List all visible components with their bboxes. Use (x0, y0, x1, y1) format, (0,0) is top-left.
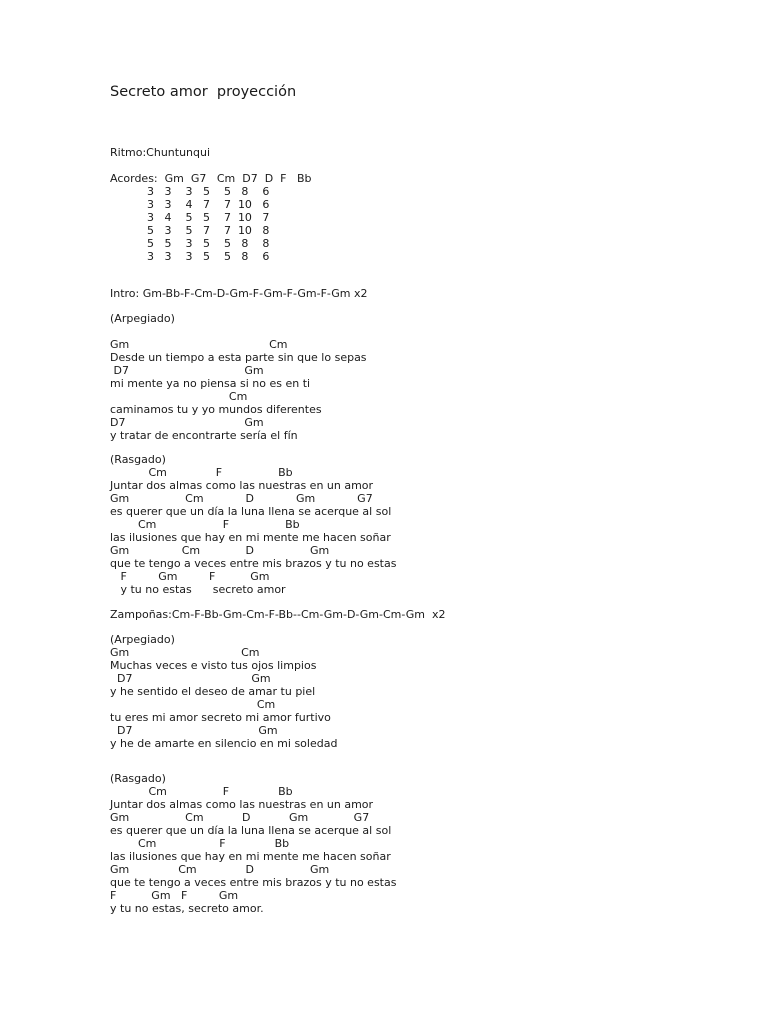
chord-line: Gm Cm D Gm (110, 544, 330, 557)
lyric-line: tu eres mi amor secreto mi amor furtivo (110, 711, 331, 724)
fret-row: 3 4 5 5 7 10 7 (147, 211, 270, 224)
fret-row: 5 3 5 7 7 10 8 (147, 224, 270, 237)
chord-line: D7 Gm (110, 416, 264, 429)
lyric-line: y tu no estas, secreto amor. (110, 902, 264, 915)
chord-line: Cm F Bb (110, 518, 300, 531)
lyric-line: y tratar de encontrarte sería el fín (110, 429, 298, 442)
lyric-line: caminamos tu y yo mundos diferentes (110, 403, 322, 416)
chord-line: Cm F Bb (110, 466, 293, 479)
chord-line: Cm F Bb (110, 785, 293, 798)
lyric-line: y he sentido el deseo de amar tu piel (110, 685, 316, 698)
lyric-line: Juntar dos almas como las nuestras en un amor (110, 798, 374, 811)
lyric-line: es querer que un día la luna llena se acerque al sol (110, 505, 392, 518)
lyric-line: Juntar dos almas como las nuestras en un amor (110, 479, 374, 492)
fret-row: 3 3 3 5 5 8 6 (147, 185, 270, 198)
section-label: (Arpegiado) (110, 312, 175, 325)
chord-line: F Gm F Gm (110, 570, 270, 583)
lyric-line: las ilusiones que hay en mi mente me hacen soñar (110, 531, 391, 544)
lyric-line: y tu no estas secreto amor (110, 583, 286, 596)
lyric-line: y he de amarte en silencio en mi soledad (110, 737, 338, 750)
chord-line: D7 Gm (110, 724, 278, 737)
fret-row: 3 3 3 5 5 8 6 (147, 250, 270, 263)
chords-header: Acordes: Gm G7 Cm D7 D F Bb (110, 172, 312, 185)
zamponas-line: Zampoñas:Cm-F-Bb-Gm-Cm-F-Bb--Cm-Gm-D-Gm-Cm-Gm x2 (110, 608, 446, 621)
chord-line: Cm (110, 390, 248, 403)
chord-line: Gm Cm D Gm G7 (110, 811, 370, 824)
lyric-line: que te tengo a veces entre mis brazos y tu no estas (110, 557, 397, 570)
chord-line: D7 Gm (110, 672, 271, 685)
section-label: (Rasgado) (110, 772, 166, 785)
chord-line: Cm (110, 698, 276, 711)
lyric-line: es querer que un día la luna llena se acerque al sol (110, 824, 392, 837)
lyric-line: que te tengo a veces entre mis brazos y tu no estas (110, 876, 397, 889)
chord-line: Gm Cm D Gm (110, 863, 330, 876)
lyric-line: Desde un tiempo a esta parte sin que lo sepas (110, 351, 367, 364)
chord-line: Gm Cm (110, 338, 288, 351)
chord-line: Gm Cm (110, 646, 260, 659)
fret-row: 3 3 4 7 7 10 6 (147, 198, 270, 211)
lyric-line: Muchas veces e visto tus ojos limpios (110, 659, 317, 672)
lyric-line: mi mente ya no piensa si no es en ti (110, 377, 311, 390)
chord-line: F Gm F Gm (110, 889, 239, 902)
section-label: (Arpegiado) (110, 633, 175, 646)
chord-line: Cm F Bb (110, 837, 290, 850)
lyric-line: las ilusiones que hay en mi mente me hacen soñar (110, 850, 391, 863)
intro-line: Intro: Gm-Bb-F-Cm-D-Gm-F-Gm-F-Gm-F-Gm x2 (110, 287, 368, 300)
rhythm-line: Ritmo:Chuntunqui (110, 146, 211, 159)
section-label: (Rasgado) (110, 453, 166, 466)
page-title: Secreto amor proyección (110, 84, 297, 100)
fret-row: 5 5 3 5 5 8 8 (147, 237, 270, 250)
chord-line: Gm Cm D Gm G7 (110, 492, 373, 505)
chord-line: D7 Gm (110, 364, 264, 377)
